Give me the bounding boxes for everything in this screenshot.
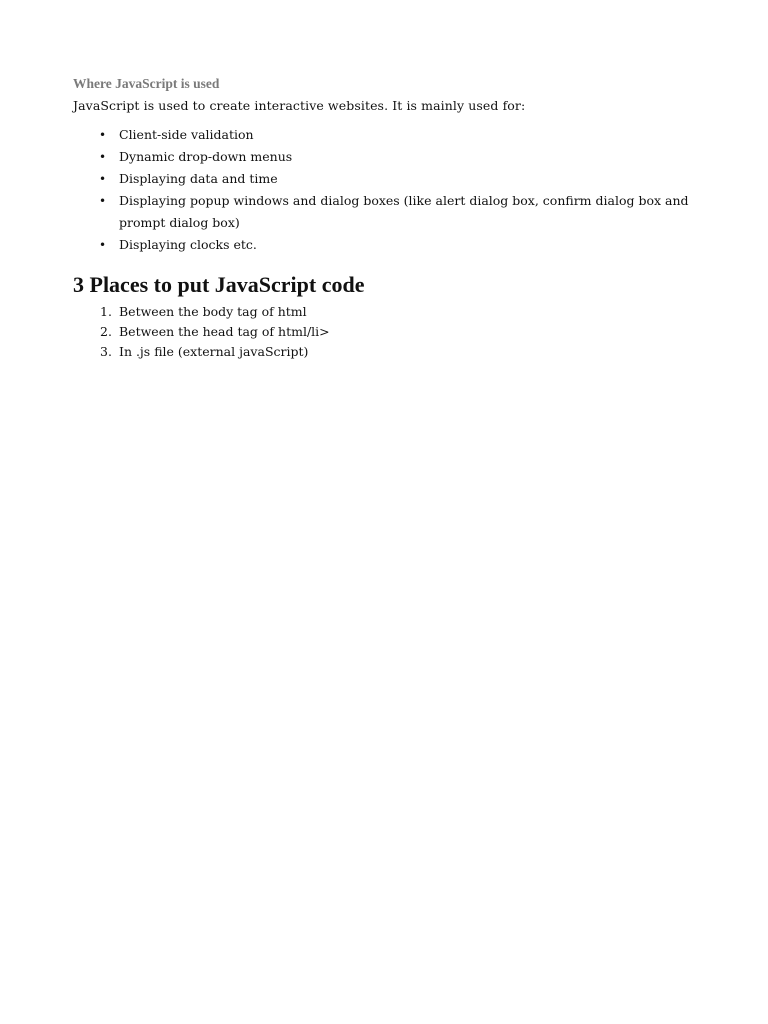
list-item-text: Displaying popup windows and dialog boxes (like alert dialog box, confirm dialog box and prompt dialog box) xyxy=(119,193,689,230)
list-item-text: Displaying data and time xyxy=(119,171,278,186)
list-item xyxy=(73,124,703,146)
section-subheading: Where JavaScript is used xyxy=(73,76,220,91)
list-item-text: Displaying clocks etc. xyxy=(119,237,257,252)
places-numbered-list xyxy=(73,302,703,362)
list-item xyxy=(73,302,703,322)
list-item xyxy=(73,168,703,190)
bullet-icon: • xyxy=(99,172,107,186)
list-number: 2. xyxy=(100,324,112,339)
list-item-text: Between the head tag of html/li> xyxy=(119,324,330,339)
list-item-text: Dynamic drop-down menus xyxy=(119,149,293,164)
list-item xyxy=(73,342,703,362)
list-item xyxy=(73,146,703,168)
intro-paragraph: JavaScript is used to create interactive websites. It is mainly used for: xyxy=(73,98,526,113)
section-heading: 3 Places to put JavaScript code xyxy=(73,272,365,297)
bullet-icon: • xyxy=(99,194,107,208)
bullet-icon: • xyxy=(99,150,107,164)
document-page xyxy=(73,74,703,362)
list-item-text: Client-side validation xyxy=(119,127,254,142)
usage-bullet-list xyxy=(73,124,703,256)
list-item-text: In .js file (external javaScript) xyxy=(119,344,309,359)
list-item-text: Between the body tag of html xyxy=(119,304,307,319)
bullet-icon: • xyxy=(99,238,107,252)
list-number: 3. xyxy=(100,344,112,359)
list-item xyxy=(73,322,703,342)
list-number: 1. xyxy=(100,304,112,319)
bullet-icon: • xyxy=(99,128,107,142)
list-item xyxy=(73,234,703,256)
list-item xyxy=(73,190,703,234)
